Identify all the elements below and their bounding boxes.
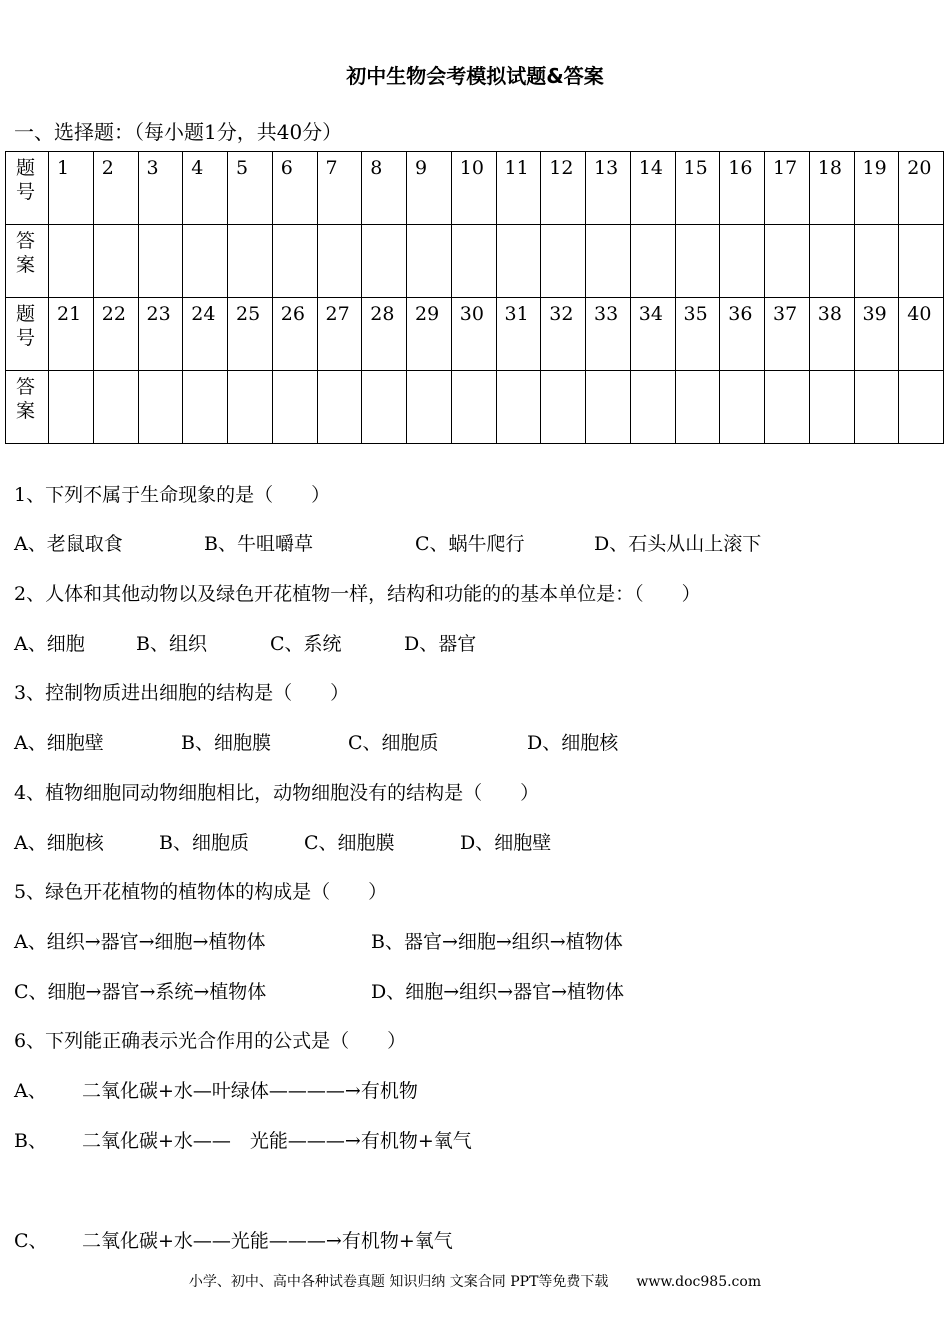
answer-cell [138,371,183,444]
answer-cell [317,225,362,298]
question-number-cell: 5 [228,152,273,225]
answer-row-2 [6,371,944,444]
answer-cell [675,371,720,444]
answer-cell [362,371,407,444]
answer-cell [586,371,631,444]
answer-cell [899,225,944,298]
answer-cell [496,225,541,298]
answer-cell [228,371,273,444]
question-number-row-2 [6,298,944,371]
option-d: D、细胞壁 [460,832,552,854]
option-b: B、牛咀嚼草 [204,533,313,555]
question-number-label: 题 号 [6,152,49,225]
page-footer: 小学、初中、高中各种试卷真题 知识归纳 文案合同 PPT等免费下载 www.doc985.com [188,1274,762,1290]
option-b-formula: 二氧化碳+水—— 光能———→有机物+氧气 [82,1130,472,1152]
question-number-cell: 24 [183,298,228,371]
question-number-cell: 26 [272,298,317,371]
option-a: A、细胞核 [14,832,104,854]
answer-cell [183,225,228,298]
question-number-label: 题 号 [6,298,49,371]
question-6: 6、下列能正确表示光合作用的公式是（ ） [14,1030,407,1052]
answer-cell [630,225,675,298]
option-c-letter: C、 [14,1230,48,1252]
option-a: A、细胞壁 [14,732,104,754]
question-5: 5、绿色开花植物的植物体的构成是（ ） [14,881,388,903]
option-a-letter: A、 [14,1080,47,1102]
answer-cell [541,371,586,444]
option-b: B、组织 [136,633,207,655]
question-number-cell: 20 [899,152,944,225]
question-number-cell: 12 [541,152,586,225]
question-number-cell: 7 [317,152,362,225]
question-number-cell: 2 [93,152,138,225]
question-number-cell: 4 [183,152,228,225]
answer-cell [899,371,944,444]
answer-cell [854,225,899,298]
question-number-cell: 19 [854,152,899,225]
section-heading: 一、选择题：（每小题1分，共40分） [14,120,343,144]
option-a: A、细胞 [14,633,85,655]
option-c: C、细胞→器官→系统→植物体 [14,981,267,1003]
answer-cell [49,371,94,444]
question-number-cell: 39 [854,298,899,371]
answer-cell [451,371,496,444]
option-c-formula: 二氧化碳+水——光能———→有机物+氧气 [82,1230,453,1252]
answer-cell [451,225,496,298]
answer-cell [93,371,138,444]
question-number-cell: 21 [49,298,94,371]
question-number-cell: 1 [49,152,94,225]
answer-cell [93,225,138,298]
answer-row-1 [6,225,944,298]
question-number-cell: 23 [138,298,183,371]
question-number-cell: 35 [675,298,720,371]
question-number-cell: 33 [586,298,631,371]
option-d: D、细胞核 [527,732,619,754]
answer-cell [272,371,317,444]
question-number-cell: 17 [765,152,810,225]
question-number-cell: 31 [496,298,541,371]
question-number-cell: 34 [630,298,675,371]
question-number-cell: 32 [541,298,586,371]
option-d: D、石头从山上滚下 [594,533,762,555]
question-number-cell: 9 [407,152,452,225]
answer-cell [854,371,899,444]
answer-cell [138,225,183,298]
question-number-cell: 13 [586,152,631,225]
answer-cell [183,371,228,444]
option-a-formula: 二氧化碳+水—叶绿体————→有机物 [82,1080,418,1102]
answer-cell [720,371,765,444]
answer-cell [496,371,541,444]
question-number-cell: 25 [228,298,273,371]
question-number-cell: 3 [138,152,183,225]
option-d: D、细胞→组织→器官→植物体 [371,981,624,1003]
answer-cell [675,225,720,298]
question-number-row-1 [6,152,944,225]
answer-cell [630,371,675,444]
option-c: C、细胞质 [348,732,439,754]
question-4: 4、植物细胞同动物细胞相比，动物细胞没有的结构是（ ） [14,782,540,804]
option-b: B、细胞膜 [181,732,271,754]
question-number-cell: 10 [451,152,496,225]
question-number-cell: 15 [675,152,720,225]
answer-cell [586,225,631,298]
option-b: B、器官→细胞→组织→植物体 [371,931,623,953]
answer-cell [407,371,452,444]
answer-cell [809,371,854,444]
answer-cell [407,225,452,298]
question-2: 2、人体和其他动物以及绿色开花植物一样，结构和功能的的基本单位是：（ ） [14,583,701,605]
answer-cell [541,225,586,298]
page-title: 初中生物会考模拟试题&答案 [346,64,604,88]
answer-cell [765,371,810,444]
question-number-cell: 22 [93,298,138,371]
question-number-cell: 29 [407,298,452,371]
question-number-cell: 28 [362,298,407,371]
option-a: A、老鼠取食 [14,533,123,555]
answer-cell [765,225,810,298]
answer-cell [317,371,362,444]
option-b: B、细胞质 [159,832,249,854]
answer-cell [49,225,94,298]
option-c: C、细胞膜 [304,832,395,854]
answer-table [5,151,944,444]
option-b-letter: B、 [14,1130,47,1152]
question-number-cell: 18 [809,152,854,225]
question-number-cell: 27 [317,298,362,371]
option-d: D、器官 [404,633,477,655]
question-1: 1、下列不属于生命现象的是（ ） [14,484,331,506]
option-a: A、组织→器官→细胞→植物体 [14,931,266,953]
answer-cell [809,225,854,298]
question-number-cell: 30 [451,298,496,371]
question-number-cell: 8 [362,152,407,225]
answer-label: 答 案 [6,225,49,298]
answer-cell [272,225,317,298]
answer-cell [362,225,407,298]
question-3: 3、控制物质进出细胞的结构是（ ） [14,682,350,704]
question-number-cell: 38 [809,298,854,371]
question-number-cell: 40 [899,298,944,371]
question-number-cell: 37 [765,298,810,371]
question-number-cell: 11 [496,152,541,225]
answer-cell [720,225,765,298]
option-c: C、系统 [270,633,342,655]
question-number-cell: 36 [720,298,765,371]
answer-label: 答 案 [6,371,49,444]
question-number-cell: 6 [272,152,317,225]
question-number-cell: 16 [720,152,765,225]
answer-cell [228,225,273,298]
option-c: C、蜗牛爬行 [415,533,525,555]
question-number-cell: 14 [630,152,675,225]
